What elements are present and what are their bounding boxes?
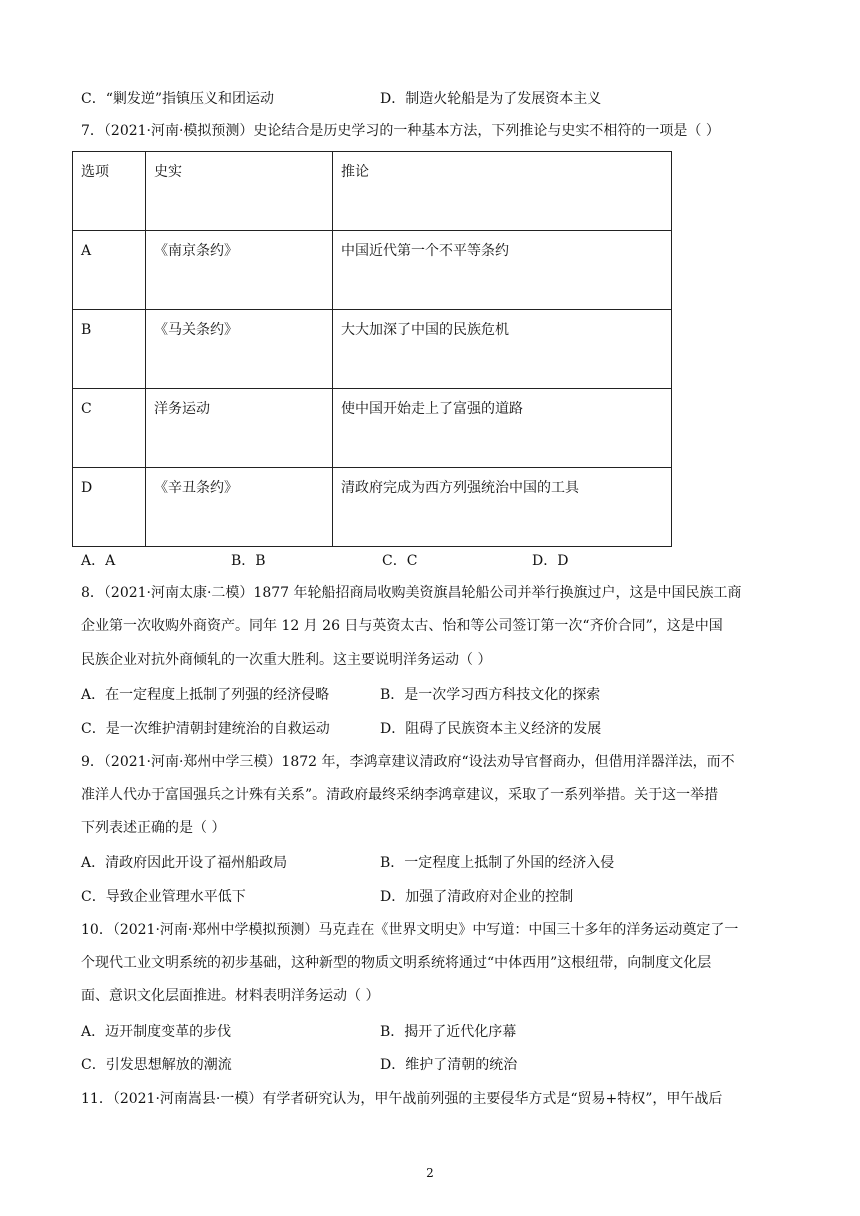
table-row: [73, 468, 672, 547]
table-cell: A: [73, 231, 146, 310]
table-row: [73, 310, 672, 389]
q10-option-b: B．揭开了近代化序幕: [380, 1024, 517, 1040]
table-header-cell: 推论: [333, 152, 672, 231]
q7-option-a: A．A: [81, 553, 116, 569]
table-cell: 《马关条约》: [146, 310, 333, 389]
q7-stem: 7．（2021·河南·模拟预测）史论结合是历史学习的一种基本方法，下列推论与史实不相符的一项是（ ）: [81, 123, 720, 139]
table-cell: C: [73, 389, 146, 468]
q6-option-c: C．“剿发逆”指镇压义和团运动: [81, 91, 275, 107]
q10-option-a: A．迈开制度变革的步伐: [81, 1024, 232, 1040]
q10-option-c: C．引发思想解放的潮流: [81, 1057, 232, 1073]
q8-option-b: B．是一次学习西方科技文化的探索: [380, 687, 601, 703]
q11-stem-line-1: 11．（2021·河南嵩县·一模）有学者研究认为，甲午战前列强的主要侵华方式是“贸易+特权”，甲午战后: [81, 1091, 723, 1107]
q7-option-c: C．C: [382, 553, 418, 569]
table-cell: B: [73, 310, 146, 389]
table-cell: 洋务运动: [146, 389, 333, 468]
q10-stem-line-3: 面、意识文化层面推进。材料表明洋务运动（ ）: [81, 988, 380, 1004]
q8-stem-line-1: 8．（2021·河南太康·二模）1877 年轮船招商局收购美资旗昌轮船公司并举行换旗过户，这是中国民族工商: [81, 585, 742, 601]
table-cell: D: [73, 468, 146, 547]
table-header-cell: 史实: [146, 152, 333, 231]
q8-stem-line-3: 民族企业对抗外商倾轧的一次重大胜利。这主要说明洋务运动（ ）: [81, 652, 492, 668]
q7-option-d: D．D: [532, 553, 569, 569]
q9-stem-line-3: 下列表述正确的是（ ）: [81, 820, 226, 836]
table-header-cell: 选项: [73, 152, 146, 231]
q7-table: [72, 151, 672, 547]
q8-option-a: A．在一定程度上抵制了列强的经济侵略: [81, 687, 330, 703]
q10-stem-line-2: 个现代工业文明系统的初步基础，这种新型的物质文明系统将通过“中体西用”这根纽带，向制度文化层: [81, 955, 712, 971]
q7-option-b: B．B: [231, 553, 266, 569]
table-row: [73, 389, 672, 468]
q8-option-c: C．是一次维护清朝封建统治的自救运动: [81, 721, 330, 737]
q9-option-b: B．一定程度上抵制了外国的经济入侵: [380, 855, 615, 871]
q9-option-c: C．导致企业管理水平低下: [81, 889, 246, 905]
table-cell: 清政府完成为西方列强统治中国的工具: [333, 468, 672, 547]
q9-option-a: A．清政府因此开设了福州船政局: [81, 855, 288, 871]
q10-option-d: D．维护了清朝的统治: [380, 1057, 518, 1073]
q8-option-d: D．阻碍了民族资本主义经济的发展: [380, 721, 602, 737]
page-number: 2: [426, 1166, 434, 1180]
table-cell: 中国近代第一个不平等条约: [333, 231, 672, 310]
table-cell: 《南京条约》: [146, 231, 333, 310]
table-cell: 《辛丑条约》: [146, 468, 333, 547]
q9-stem-line-2: 准洋人代办于富国强兵之计殊有关系”。清政府最终采纳李鸿章建议，采取了一系列举措。关于这一举措: [81, 787, 719, 803]
q6-option-d: D．制造火轮船是为了发展资本主义: [380, 91, 602, 107]
q8-stem-line-2: 企业第一次收购外商资产。同年 12 月 26 日与英资太古、怡和等公司签订第一次“齐价合同”，这是中国: [81, 618, 723, 634]
q9-stem-line-1: 9．（2021·河南·郑州中学三模）1872 年，李鸿章建议清政府“设法劝导官督商办，但借用洋器洋法，而不: [81, 754, 735, 770]
table-row: [73, 231, 672, 310]
q9-option-d: D．加强了清政府对企业的控制: [380, 889, 574, 905]
table-cell: 使中国开始走上了富强的道路: [333, 389, 672, 468]
table-cell: 大大加深了中国的民族危机: [333, 310, 672, 389]
table-header-row: [73, 152, 672, 231]
q10-stem-line-1: 10．（2021·河南·郑州中学模拟预测）马克垚在《世界文明史》中写道：中国三十多年的洋务运动奠定了一: [81, 922, 739, 938]
